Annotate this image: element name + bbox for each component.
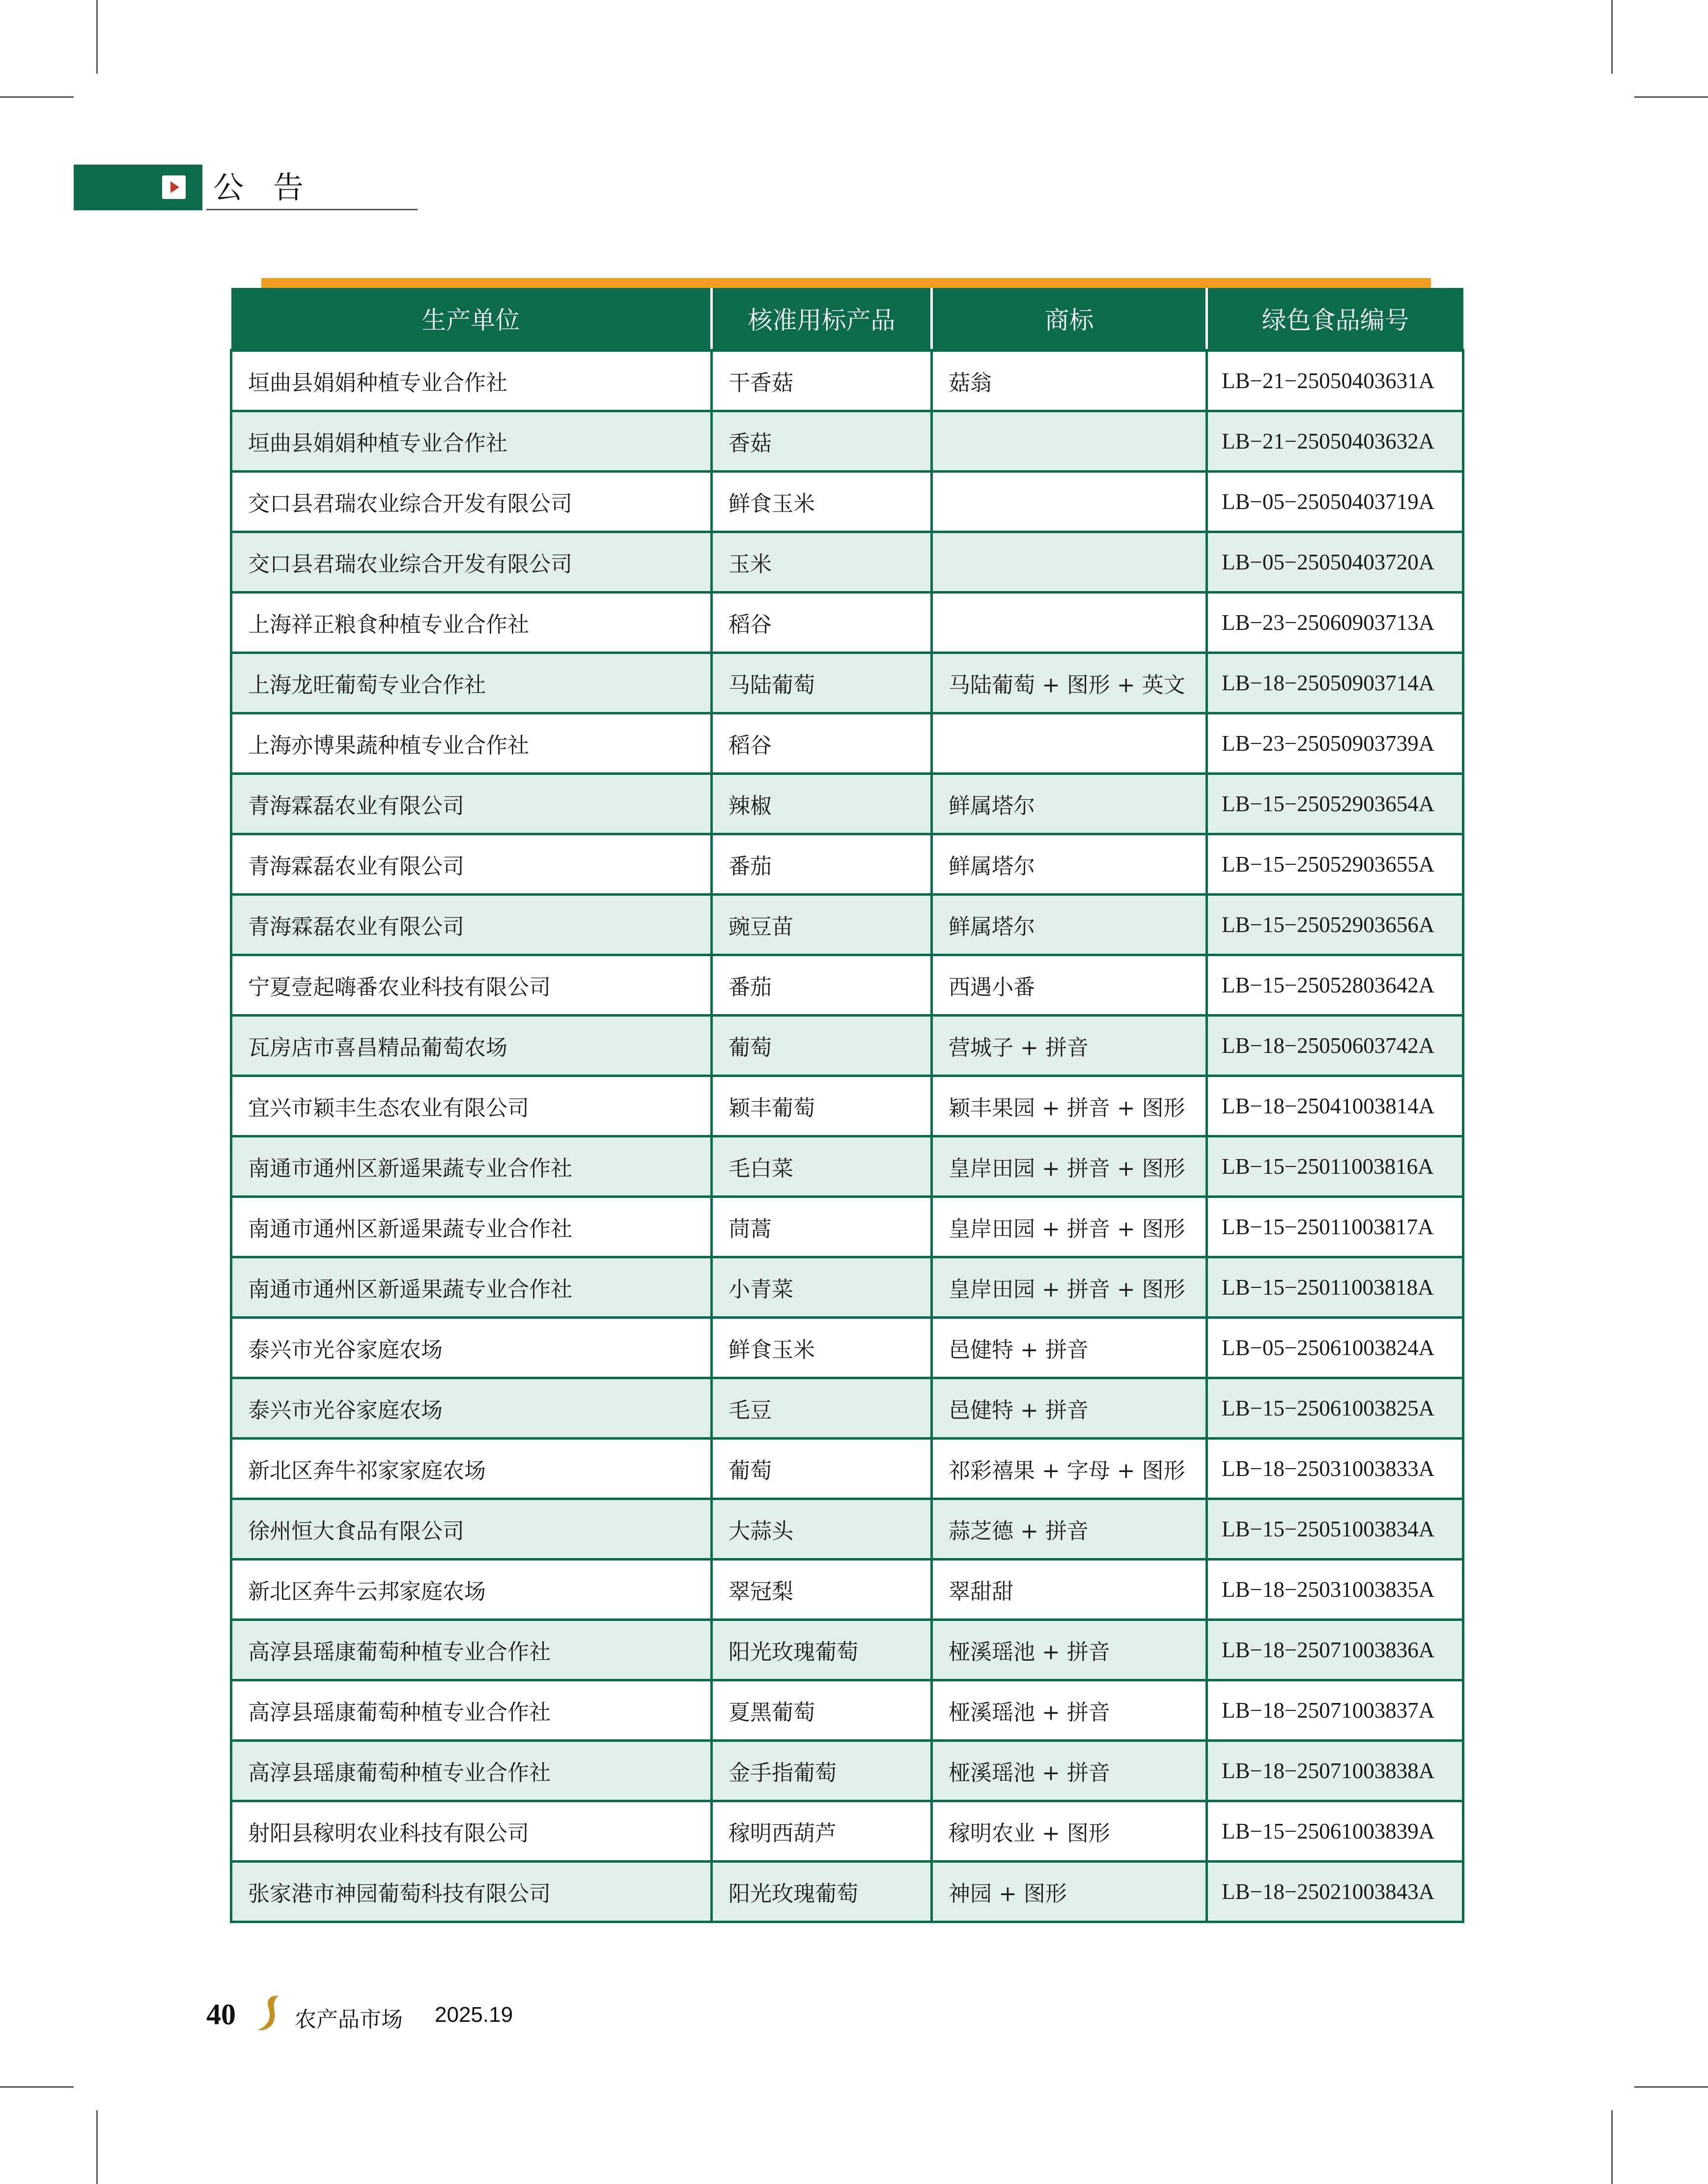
cell-producer: 高淳县瑶康葡萄种植专业合作社 xyxy=(231,1741,712,1801)
cell-trademark: 邑健特 + 拼音 xyxy=(932,1318,1207,1378)
cell-code: LB−23−25050903739A xyxy=(1207,713,1463,774)
cell-code: LB−18−25031003833A xyxy=(1207,1439,1463,1499)
cell-trademark: 桠溪瑶池 + 拼音 xyxy=(932,1620,1207,1680)
cell-code: LB−18−25031003835A xyxy=(1207,1560,1463,1620)
play-icon xyxy=(162,175,186,199)
cell-code: LB−15−25052803642A xyxy=(1207,955,1463,1016)
cell-product: 翠冠梨 xyxy=(712,1560,932,1620)
cell-product: 番茄 xyxy=(712,834,932,895)
table-row xyxy=(231,774,1463,834)
issue-number: 2025.19 xyxy=(435,2003,513,2027)
cell-code: LB−23−25060903713A xyxy=(1207,593,1463,653)
cell-code: LB−18−25071003837A xyxy=(1207,1680,1463,1741)
cell-code: LB−18−25071003838A xyxy=(1207,1741,1463,1801)
table-row xyxy=(231,1257,1463,1318)
cell-product: 稻谷 xyxy=(712,713,932,774)
cell-code: LB−05−25061003824A xyxy=(1207,1318,1463,1378)
cell-trademark: 鲜属塔尔 xyxy=(932,834,1207,895)
cell-producer: 垣曲县娟娟种植专业合作社 xyxy=(231,411,712,472)
cell-product: 夏黑葡萄 xyxy=(712,1680,932,1741)
table-row xyxy=(231,1499,1463,1560)
cell-producer: 新北区奔牛祁家家庭农场 xyxy=(231,1439,712,1499)
cell-code: LB−18−25050903714A xyxy=(1207,653,1463,713)
cell-product: 番茄 xyxy=(712,955,932,1016)
crop-mark xyxy=(96,2110,98,2184)
cell-trademark: 稼明农业 + 图形 xyxy=(932,1801,1207,1862)
cell-trademark: 皇岸田园 + 拼音 + 图形 xyxy=(932,1136,1207,1197)
cell-code: LB−15−25061003825A xyxy=(1207,1378,1463,1439)
crop-mark xyxy=(0,2086,74,2088)
table-row xyxy=(231,834,1463,895)
cell-trademark: 颖丰果园 + 拼音 + 图形 xyxy=(932,1076,1207,1136)
cell-product: 毛豆 xyxy=(712,1378,932,1439)
cell-code: LB−05−25050403720A xyxy=(1207,532,1463,593)
cell-product: 鲜食玉米 xyxy=(712,472,932,532)
header-code: 绿色食品编号 xyxy=(1207,288,1463,350)
page-footer xyxy=(206,1990,796,2034)
cell-code: LB−21−25050403631A xyxy=(1207,350,1463,411)
cell-code: LB−18−25041003814A xyxy=(1207,1076,1463,1136)
cell-producer: 南通市通州区新遥果蔬专业合作社 xyxy=(231,1197,712,1257)
cell-producer: 泰兴市光谷家庭农场 xyxy=(231,1318,712,1378)
cell-producer: 上海祥正粮食种植专业合作社 xyxy=(231,593,712,653)
table-row xyxy=(231,1318,1463,1378)
cell-trademark: 马陆葡萄 + 图形 + 英文 xyxy=(932,653,1207,713)
cell-trademark: 菇翁 xyxy=(932,350,1207,411)
cell-code: LB−05−25050403719A xyxy=(1207,472,1463,532)
header-producer: 生产单位 xyxy=(231,288,712,350)
stylized-S-logo-icon xyxy=(255,1993,285,2032)
table-row xyxy=(231,1560,1463,1620)
cell-product: 阳光玫瑰葡萄 xyxy=(712,1620,932,1680)
table-row xyxy=(231,895,1463,955)
crop-mark xyxy=(1634,2086,1708,2088)
cell-trademark: 神园 + 图形 xyxy=(932,1862,1207,1922)
cell-trademark: 桠溪瑶池 + 拼音 xyxy=(932,1741,1207,1801)
announcement-table xyxy=(230,288,1464,1923)
cell-product: 大蒜头 xyxy=(712,1499,932,1560)
cell-trademark: 皇岸田园 + 拼音 + 图形 xyxy=(932,1257,1207,1318)
cell-product: 葡萄 xyxy=(712,1439,932,1499)
cell-trademark: 邑健特 + 拼音 xyxy=(932,1378,1207,1439)
table-row xyxy=(231,1197,1463,1257)
section-underline xyxy=(206,209,418,210)
header-product: 核准用标产品 xyxy=(712,288,932,350)
cell-producer: 青海霖磊农业有限公司 xyxy=(231,834,712,895)
cell-product: 小青菜 xyxy=(712,1257,932,1318)
cell-trademark: 蒜芝德 + 拼音 xyxy=(932,1499,1207,1560)
cell-product: 辣椒 xyxy=(712,774,932,834)
crop-mark xyxy=(96,0,98,74)
cell-trademark: 鲜属塔尔 xyxy=(932,895,1207,955)
cell-trademark: 西遇小番 xyxy=(932,955,1207,1016)
table-row xyxy=(231,1136,1463,1197)
cell-product: 干香菇 xyxy=(712,350,932,411)
cell-trademark xyxy=(932,411,1207,472)
cell-producer: 南通市通州区新遥果蔬专业合作社 xyxy=(231,1257,712,1318)
cell-product: 金手指葡萄 xyxy=(712,1741,932,1801)
cell-producer: 高淳县瑶康葡萄种植专业合作社 xyxy=(231,1680,712,1741)
table-header-row xyxy=(231,288,1463,350)
section-header xyxy=(74,165,344,210)
cell-producer: 宁夏壹起嗨番农业科技有限公司 xyxy=(231,955,712,1016)
cell-code: LB−15−25011003817A xyxy=(1207,1197,1463,1257)
cell-producer: 交口县君瑞农业综合开发有限公司 xyxy=(231,532,712,593)
cell-producer: 宜兴市颖丰生态农业有限公司 xyxy=(231,1076,712,1136)
cell-producer: 高淳县瑶康葡萄种植专业合作社 xyxy=(231,1620,712,1680)
cell-code: LB−15−25052903656A xyxy=(1207,895,1463,955)
table-row xyxy=(231,1862,1463,1922)
cell-product: 稻谷 xyxy=(712,593,932,653)
table-row xyxy=(231,955,1463,1016)
cell-code: LB−21−25050403632A xyxy=(1207,411,1463,472)
table-row xyxy=(231,532,1463,593)
cell-trademark: 皇岸田园 + 拼音 + 图形 xyxy=(932,1197,1207,1257)
green-food-table xyxy=(230,288,1462,1923)
cell-product: 马陆葡萄 xyxy=(712,653,932,713)
cell-producer: 徐州恒大食品有限公司 xyxy=(231,1499,712,1560)
cell-code: LB−15−25061003839A xyxy=(1207,1801,1463,1862)
cell-trademark xyxy=(932,593,1207,653)
cell-product: 豌豆苗 xyxy=(712,895,932,955)
table-row xyxy=(231,1439,1463,1499)
cell-product: 玉米 xyxy=(712,532,932,593)
cell-code: LB−18−25021003843A xyxy=(1207,1862,1463,1922)
table-row xyxy=(231,1378,1463,1439)
table-row xyxy=(231,1620,1463,1680)
cell-producer: 张家港市神园葡萄科技有限公司 xyxy=(231,1862,712,1922)
table-row xyxy=(231,593,1463,653)
cell-producer: 青海霖磊农业有限公司 xyxy=(231,895,712,955)
cell-trademark: 营城子 + 拼音 xyxy=(932,1016,1207,1076)
cell-product: 稼明西葫芦 xyxy=(712,1801,932,1862)
table-row xyxy=(231,1016,1463,1076)
cell-producer: 射阳县稼明农业科技有限公司 xyxy=(231,1801,712,1862)
cell-product: 颖丰葡萄 xyxy=(712,1076,932,1136)
cell-product: 香菇 xyxy=(712,411,932,472)
cell-code: LB−15−25052903655A xyxy=(1207,834,1463,895)
cell-trademark xyxy=(932,532,1207,593)
table-row xyxy=(231,1680,1463,1741)
table-row xyxy=(231,350,1463,411)
cell-producer: 瓦房店市喜昌精品葡萄农场 xyxy=(231,1016,712,1076)
table-row xyxy=(231,1076,1463,1136)
table-row xyxy=(231,713,1463,774)
magazine-name: 农产品市场 xyxy=(295,2007,403,2032)
cell-producer: 南通市通州区新遥果蔬专业合作社 xyxy=(231,1136,712,1197)
table-row xyxy=(231,1801,1463,1862)
cell-trademark xyxy=(932,713,1207,774)
cell-product: 茼蒿 xyxy=(712,1197,932,1257)
table-row xyxy=(231,1741,1463,1801)
crop-mark xyxy=(1611,2110,1613,2184)
header-trademark: 商标 xyxy=(932,288,1207,350)
cell-producer: 垣曲县娟娟种植专业合作社 xyxy=(231,350,712,411)
cell-producer: 上海亦博果蔬种植专业合作社 xyxy=(231,713,712,774)
cell-product: 阳光玫瑰葡萄 xyxy=(712,1862,932,1922)
cell-trademark: 翠甜甜 xyxy=(932,1560,1207,1620)
cell-code: LB−18−25050603742A xyxy=(1207,1016,1463,1076)
cell-producer: 上海龙旺葡萄专业合作社 xyxy=(231,653,712,713)
cell-trademark: 桠溪瑶池 + 拼音 xyxy=(932,1680,1207,1741)
cell-code: LB−15−25011003818A xyxy=(1207,1257,1463,1318)
section-title: 公告 xyxy=(202,165,333,210)
cell-product: 鲜食玉米 xyxy=(712,1318,932,1378)
cell-code: LB−15−25052903654A xyxy=(1207,774,1463,834)
table-row xyxy=(231,411,1463,472)
page-number: 40 xyxy=(206,1998,236,2031)
cell-trademark: 祁彩禧果 + 字母 + 图形 xyxy=(932,1439,1207,1499)
cell-product: 毛白菜 xyxy=(712,1136,932,1197)
table-row xyxy=(231,653,1463,713)
table-row xyxy=(231,472,1463,532)
cell-trademark: 鲜属塔尔 xyxy=(932,774,1207,834)
table-top-accent-bar xyxy=(261,278,1431,288)
cell-code: LB−15−25051003834A xyxy=(1207,1499,1463,1560)
cell-producer: 泰兴市光谷家庭农场 xyxy=(231,1378,712,1439)
crop-mark xyxy=(0,96,74,98)
cell-producer: 青海霖磊农业有限公司 xyxy=(231,774,712,834)
cell-trademark xyxy=(932,472,1207,532)
crop-mark xyxy=(1611,0,1613,74)
cell-producer: 新北区奔牛云邦家庭农场 xyxy=(231,1560,712,1620)
crop-mark xyxy=(1634,96,1708,98)
cell-producer: 交口县君瑞农业综合开发有限公司 xyxy=(231,472,712,532)
cell-product: 葡萄 xyxy=(712,1016,932,1076)
cell-code: LB−15−25011003816A xyxy=(1207,1136,1463,1197)
cell-code: LB−18−25071003836A xyxy=(1207,1620,1463,1680)
